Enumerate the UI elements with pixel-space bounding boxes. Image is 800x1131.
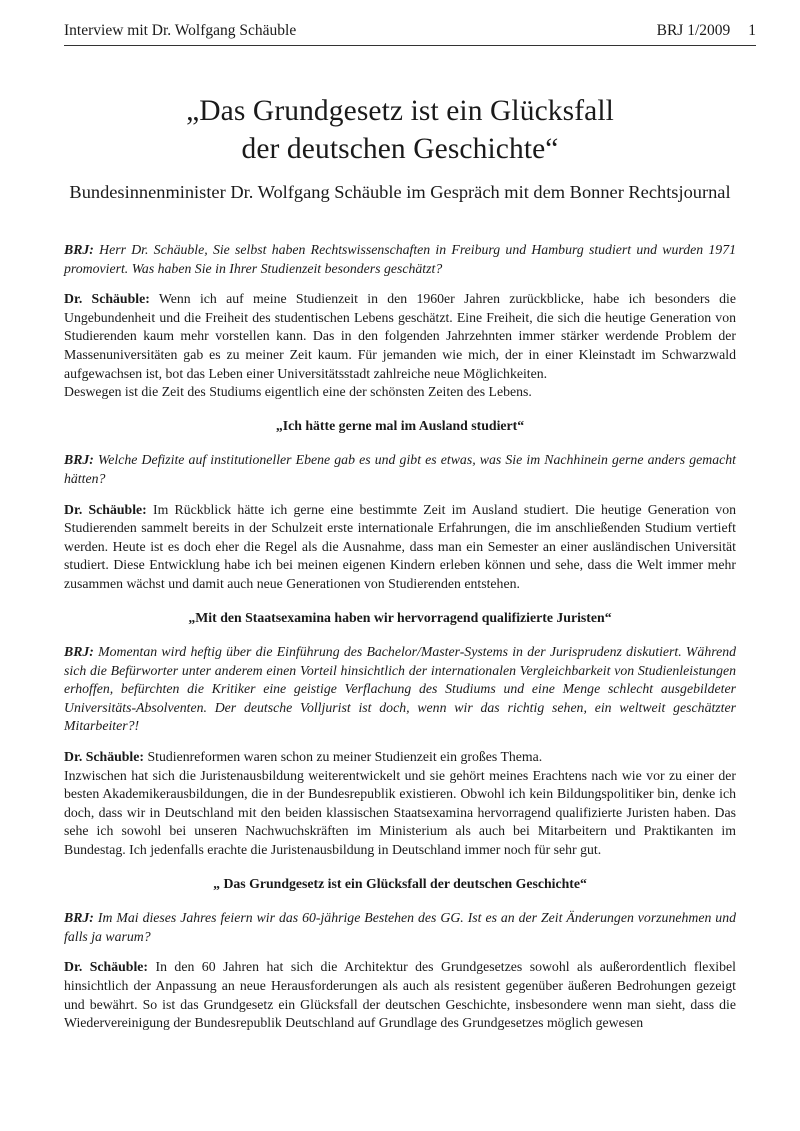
running-header xyxy=(64,21,756,45)
question-paragraph xyxy=(64,241,736,278)
article-title xyxy=(64,92,736,168)
answer-paragraph xyxy=(64,748,736,860)
interviewee-label: Dr. Schäuble: xyxy=(64,959,148,975)
interviewee-label: Dr. Schäuble: xyxy=(64,291,150,307)
answer-paragraph xyxy=(64,290,736,402)
interviewee-label: Dr. Schäuble: xyxy=(64,749,144,765)
interviewer-label: BRJ: xyxy=(64,644,94,660)
section-heading: „ Das Grundgesetz ist ein Glücksfall der deutschen Geschichte“ xyxy=(213,875,587,891)
question-text: Momentan wird heftig über die Einführung des Bachelor/Master-Systems in der Jurisprudenz diskutiert. Während sich die Befürworter unter anderem einen Vorteil hinsichtlich der internationalen Vergleichbarkeit von Studienleistungen erhoffen, befürchten die Kritiker eine geistige Verflachung des Studiums und eine Menge schlecht ausgebildeter Universitäts-Absolventen. Der deutsche Volljurist ist doch, wenn wir das richtig sehen, ein weltweit geschätzter Mitarbeiter?! xyxy=(64,644,737,734)
answer-text: In den 60 Jahren hat sich die Architektur des Grundgesetzes sowohl als außerordentlich flexibel hinsichtlich der Anpassung an neue Herausforderungen als auch als resistent gegenüber äußeren Bedrohungen gezeigt und bewährt. So ist das Grundgesetz ein Glücksfall der deutschen Geschichte, insbesondere wenn man sieht, dass die Wiedervereinigung der Bundesrepublik Deutschland auf Grundlage des Grundgesetzes möglich gewesen xyxy=(64,959,736,1031)
question-text: Im Mai dieses Jahres feiern wir das 60-jährige Bestehen des GG. Ist es an der Zeit Änderungen vorzunehmen und falls ja warum? xyxy=(64,910,737,944)
answer-text: Studienreformen waren schon zu meiner Studienzeit ein großes Thema. xyxy=(147,749,543,765)
article-subtitle: Bundesinnenminister Dr. Wolfgang Schäuble im Gespräch mit dem Bonner Rechtsjournal xyxy=(69,182,731,202)
section-heading: „Mit den Staatsexamina haben wir hervorragend qualifizierte Juristen“ xyxy=(188,609,612,625)
header-rule xyxy=(64,45,756,46)
article-body xyxy=(64,241,736,1045)
answer-text: Wenn ich auf meine Studienzeit in den 1960er Jahren zurückblicke, habe ich besonders die Ungebundenheit und die Freiheit des studentischen Lebens geschätzt. Eine Freiheit, die sich die heutige Generation von Studierenden kaum mehr vorstellen kann. Das in den folgenden Jahrzehnten immer stärker werdende Problem der Massenuniversitäten gab es zu meiner Zeit kaum. Für jemanden wie mich, der in einer Kleinstadt im Schwarzwald aufgewachsen ist, bot das Leben einer Universitätsstadt zahlreiche neue Möglichkeiten. xyxy=(64,291,736,381)
answer-text: Im Rückblick hätte ich gerne eine bestimmte Zeit im Ausland studiert. Die heutige Generation von Studierenden sammelt bereits in der Schulzeit erste internationale Erfahrungen, die im anschließenden Studium vertieft werden. Heute ist es doch eher die Regel als die Ausnahme, dass man ein Semester an einer ausländischen Universität studiert. Diese Entwicklung habe ich bei meinen eigenen Kindern erleben können und sehe, dass die Welt immer mehr zusammen wächst und damit auch neue Generationen von Studierenden entstehen. xyxy=(64,501,736,591)
answer-text-continued: Deswegen ist die Zeit des Studiums eigentlich eine der schönsten Zeiten des Lebens. xyxy=(64,384,532,400)
answer-paragraph xyxy=(64,501,736,594)
answer-paragraph xyxy=(64,958,736,1032)
answer-text-continued: Inzwischen hat sich die Juristenausbildung weiterentwickelt und sie gehört meines Erachtens nach wie vor zu einer der besten Akademikerausbildungen, die in der Bundesrepublik existieren. Obwohl ich kein Bildungspolitiker bin, denke ich doch, dass wir in Deutschland mit den beiden klassischen Staatsexamina hervorragend qualifizierte Juristen haben. Das sehe ich sowohl bei unseren Nachwuchskräften im Ministerium als auch bei Mitarbeitern und Praktikanten im Bundestag. Ich jedenfalls erachte die Juristenausbildung in Deutschland immer noch für sehr gut. xyxy=(64,767,736,858)
interviewer-label: BRJ: xyxy=(64,242,94,257)
page-number: 1 xyxy=(748,22,756,39)
question-paragraph xyxy=(64,909,736,946)
question-text: Welche Defizite auf institutioneller Ebene gab es und gibt es etwas, was Sie im Nachhinein gerne anders gemacht hätten? xyxy=(64,452,736,486)
article-title-line-2: der deutschen Geschichte“ xyxy=(241,133,559,165)
interviewer-label: BRJ: xyxy=(64,452,94,468)
interviewer-label: BRJ: xyxy=(64,910,94,926)
header-journal-info xyxy=(657,21,756,41)
question-text: Herr Dr. Schäuble, Sie selbst haben Rechtswissenschaften in Freiburg und Hamburg studiert und wurden 1971 promoviert. Was haben Sie in Ihrer Studienzeit besonders geschätzt? xyxy=(64,242,736,276)
document-page xyxy=(64,0,756,1131)
header-journal-issue: BRJ 1/2009 xyxy=(656,22,731,39)
header-article-label: Interview mit Dr. Wolfgang Schäuble xyxy=(64,22,297,39)
question-paragraph xyxy=(64,643,736,736)
article-title-line-1: „Das Grundgesetz ist ein Glücksfall xyxy=(186,95,614,127)
question-paragraph xyxy=(64,451,736,488)
section-heading: „Ich hätte gerne mal im Ausland studiert“ xyxy=(275,417,525,433)
interviewee-label: Dr. Schäuble: xyxy=(64,501,147,517)
